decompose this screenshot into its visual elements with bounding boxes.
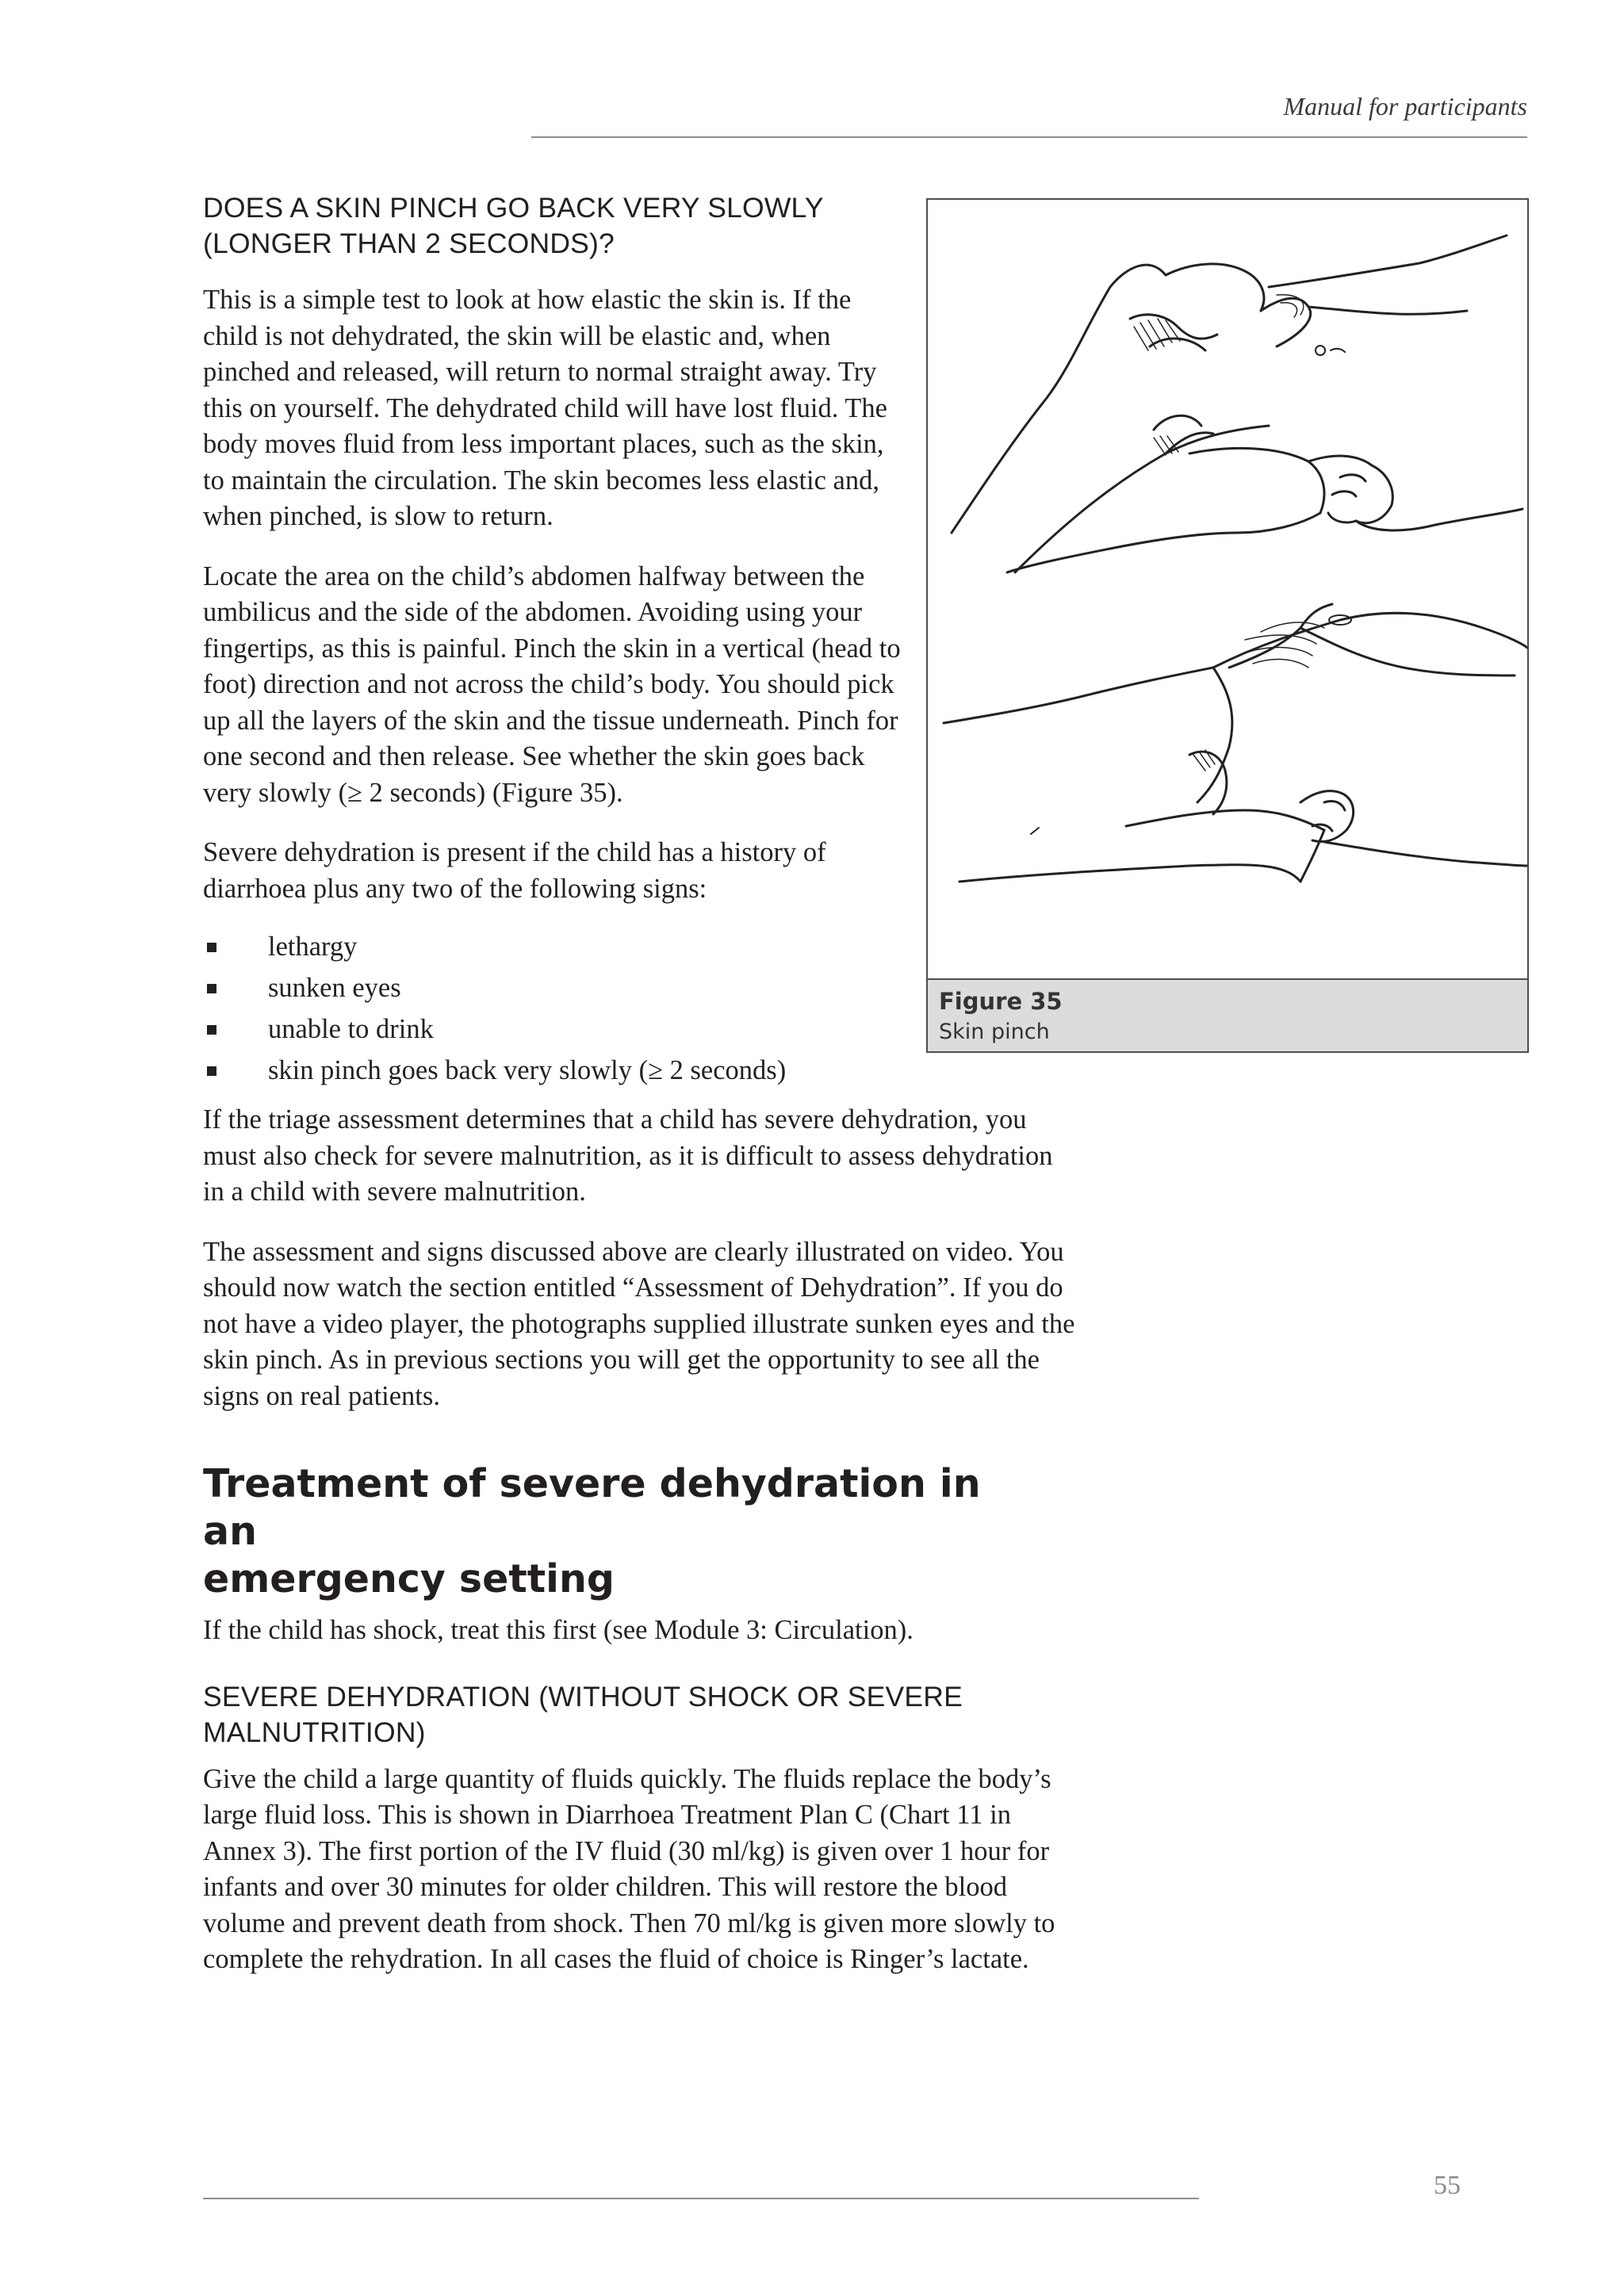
skin-pinch-heading (203, 190, 1075, 262)
header-rule (531, 136, 1527, 138)
signs-list (203, 926, 1075, 1091)
paragraph-treatment: Give the child a large quantity of fluids quickly. The fluids replace the body’s large fluid loss. This is shown in Diarrhoea Treatment Plan C (Chart 11 in Annex 3). The first portion of the IV fluid (30 ml/kg) is given over 1 hour for infants and over 30 minutes for older children. This will restore the blood volume and prevent death from shock. Then 70 ml/kg is given more slowly to complete the rehydration. In all cases the fluid of choice is Ringer’s lactate. (203, 1763, 1055, 1974)
list-item (203, 967, 1075, 1008)
main-column (203, 190, 1075, 2002)
bullet-square-icon (207, 1066, 216, 1076)
paragraph-severe-signs: Severe dehydration is present if the child has a history of diarrhoea plus any two of the following signs: (203, 837, 826, 904)
figure-caption: Skin pinch (939, 1020, 1050, 1044)
list-item (203, 1050, 1075, 1091)
section-title-line2: emergency setting (203, 1556, 615, 1601)
section-title-line1: Treatment of severe dehydration in an (203, 1461, 981, 1554)
paragraph-shock-first: If the child has shock, treat this first (see Module 3: Circulation). (203, 1615, 914, 1645)
list-item (203, 1008, 1075, 1050)
bullet-square-icon (207, 1025, 216, 1035)
page-number: 55 (1434, 2171, 1461, 2200)
footer-rule (203, 2198, 1199, 2199)
paragraph-locate-area: Locate the area on the child’s abdomen halfway between the umbilicus and the side of the abdomen. Avoiding using your fingertips, as this is painful. Pinch the skin in a vertical (head to foot) direction and not across the child’s body. You should pick up all the layers of the skin and the tissue underneath. Pinch for one second and then release. See whether the skin goes back very slowly (≥ 2 seconds) (Figure 35). (203, 561, 901, 808)
bullet-square-icon (207, 943, 216, 952)
bullet-square-icon (207, 984, 216, 993)
paragraph-elastic-skin: This is a simple test to look at how elastic the skin is. If the child is not dehydrated, the skin will be elastic and, when pinched and released, will return to normal straight away. Try this on yourself. The dehydrated child will have lost fluid. The body moves fluid from less important places, such as the skin, to maintain the circulation. The skin becomes less elastic and, when pinched, is slow to return. (203, 285, 887, 531)
skin-pinch-heading-line1: DOES A SKIN PINCH GO BACK VERY SLOWLY (203, 192, 824, 224)
list-item (203, 926, 1075, 967)
figure-label: Figure 35 (939, 988, 1063, 1015)
paragraph-video: The assessment and signs discussed above are clearly illustrated on video. You should now watch the section entitled “Assessment of Dehydration”. If you do not have a video player, the photographs supplied illustrate sunken eyes and the skin pinch. As in previous sections you will get the opportunity to see all the signs on real patients. (203, 1236, 1075, 1411)
list-item-text: sunken eyes (268, 973, 401, 1003)
list-item-text: unable to drink (268, 1014, 434, 1044)
section-title (203, 1460, 1012, 1603)
list-item-text: lethargy (268, 932, 358, 962)
skin-pinch-heading-line2: (LONGER THAN 2 SECONDS)? (203, 228, 615, 259)
running-head: Manual for participants (1283, 92, 1527, 121)
paragraph-malnutrition: If the triage assessment determines that a child has severe dehydration, you must also check for severe malnutrition, as it is difficult to assess dehydration in a child with severe malnutrition. (203, 1104, 1053, 1207)
severe-dehydration-subheading: SEVERE DEHYDRATION (WITHOUT SHOCK OR SEVERE MALNUTRITION) (203, 1680, 963, 1748)
list-item-text: skin pinch goes back very slowly (≥ 2 seconds) (268, 1055, 787, 1085)
